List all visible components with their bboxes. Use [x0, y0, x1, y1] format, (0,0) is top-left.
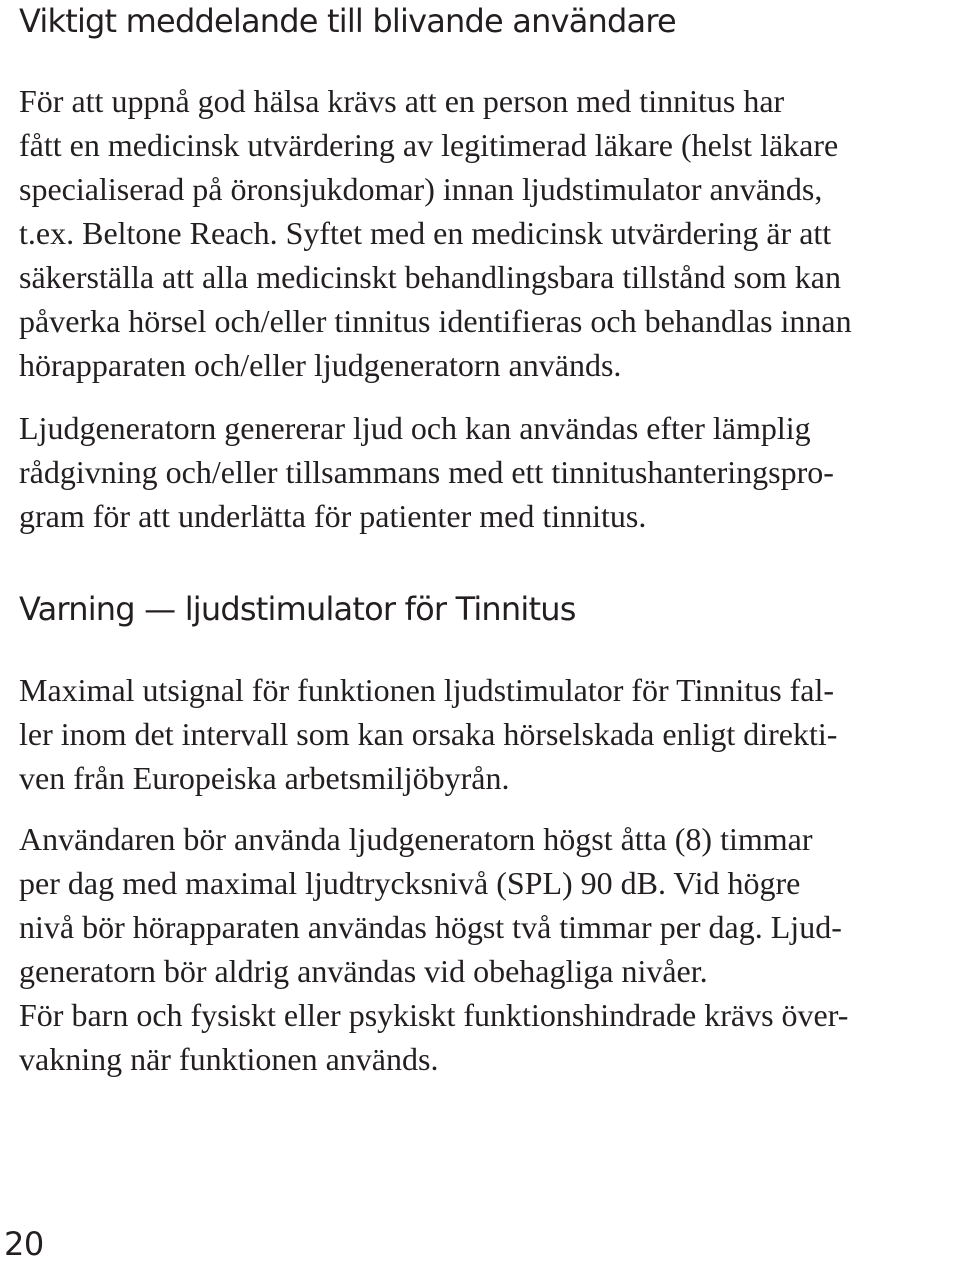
text-line: Användaren bör använda ljudgeneratorn högst åtta (8) timmar [19, 821, 813, 857]
text-line: vakning när funktionen används. [19, 1041, 439, 1077]
text-line: generatorn bör aldrig användas vid obehagliga nivåer. [19, 953, 708, 989]
text-line: Maximal utsignal för funktionen ljudstimulator för Tinnitus fal- [19, 672, 835, 708]
text-line: t.ex. Beltone Reach. Syftet med en medicinsk utvärdering är att [19, 215, 832, 251]
text-line: För att uppnå god hälsa krävs att en person med tinnitus har [19, 83, 785, 119]
text-line: ler inom det intervall som kan orsaka hörselskada enligt direkti- [19, 716, 838, 752]
text-line: nivå bör hörapparaten användas högst två timmar per dag. Ljud- [19, 909, 842, 945]
text-line: påverka hörsel och/eller tinnitus identifieras och behandlas innan [19, 303, 852, 339]
text-line: specialiserad på öronsjukdomar) innan ljudstimulator används, [19, 171, 823, 207]
heading-important-notice: Viktigt meddelande till blivande användare [19, 2, 676, 40]
text-line: fått en medicinsk utvärdering av legitimerad läkare (helst läkare [19, 127, 839, 163]
text-line: säkerställa att alla medicinskt behandlingsbara tillstånd som kan [19, 259, 841, 295]
text-line: ven från Europeiska arbetsmiljöbyrån. [19, 760, 510, 796]
heading-warning: Varning — ljudstimulator för Tinnitus [19, 590, 576, 628]
text-line: per dag med maximal ljudtrycksnivå (SPL) 90 dB. Vid högre [19, 865, 801, 901]
text-line: hörapparaten och/eller ljudgeneratorn används. [19, 347, 622, 383]
text-line: gram för att underlätta för patienter med tinnitus. [19, 498, 647, 534]
text-line: rådgivning och/eller tillsammans med ett tinnitushanteringspro- [19, 454, 834, 490]
text-line: Ljudgeneratorn genererar ljud och kan användas efter lämplig [19, 410, 811, 446]
page-number: 20 [4, 1225, 44, 1263]
text-line: För barn och fysiskt eller psykiskt funktionshindrade krävs över- [19, 997, 849, 1033]
